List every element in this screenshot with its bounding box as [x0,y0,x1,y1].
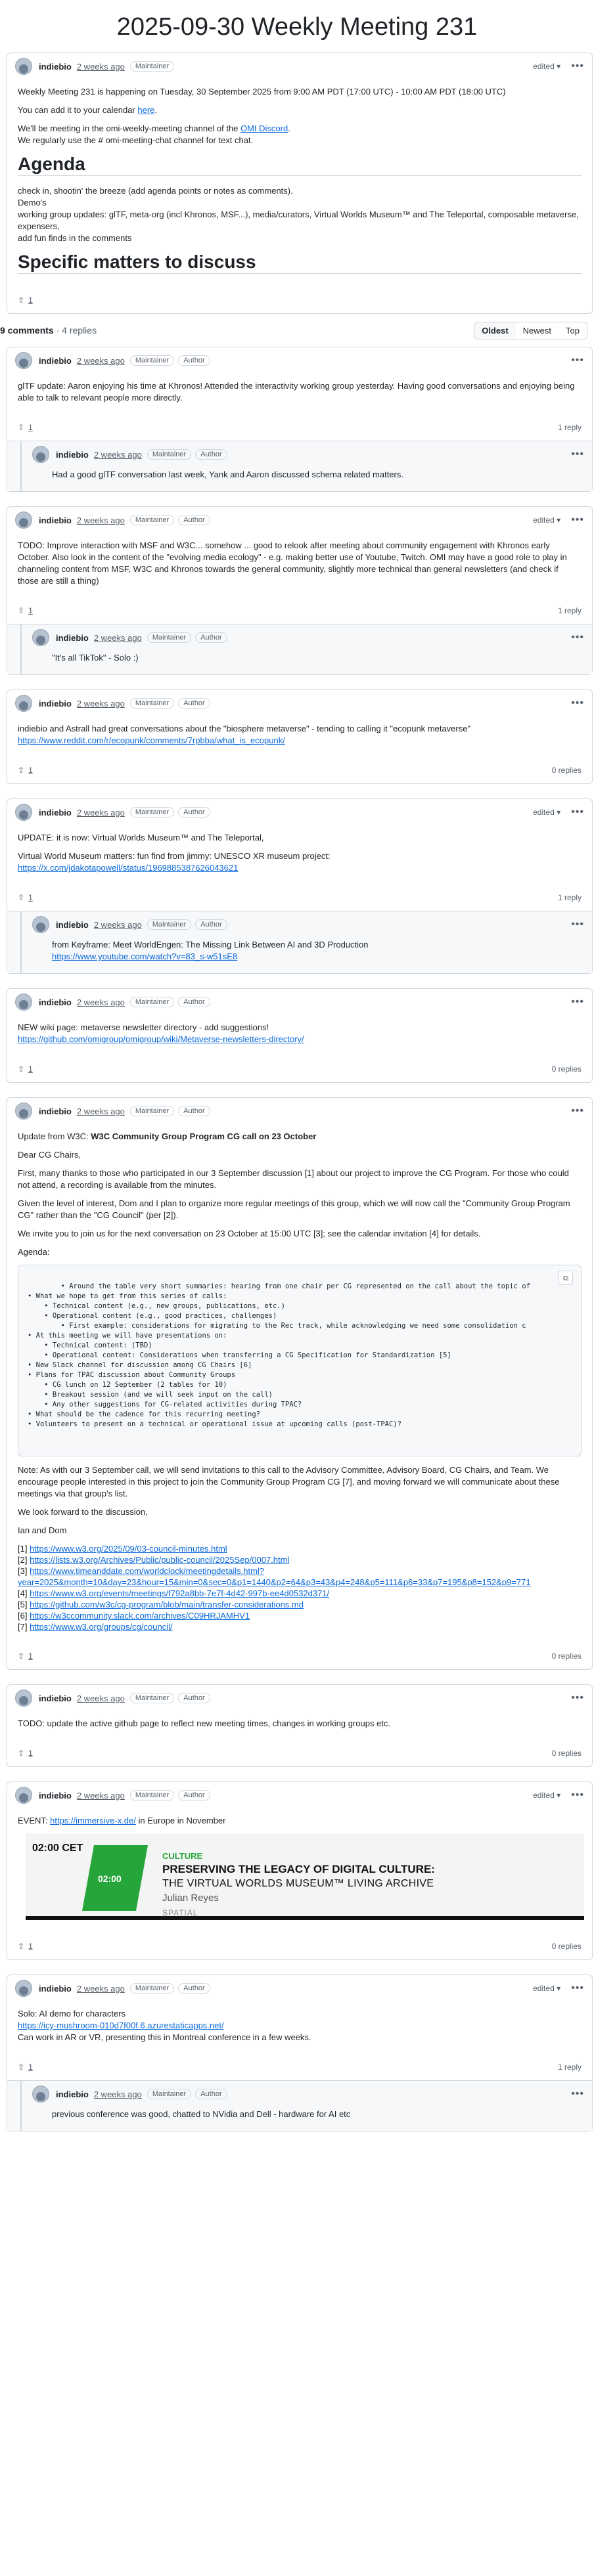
reply-header [24,624,592,651]
comment-header [7,1098,592,1124]
more-options-icon[interactable]: ••• [571,919,584,930]
author-name[interactable]: indiebio [39,698,72,709]
comments-total: 9 comments [0,325,54,336]
comment [7,1097,593,1670]
replies-total: 4 replies [62,325,97,336]
banner-title-line1: PRESERVING THE LEGACY OF DIGITAL CULTURE: [162,1863,435,1875]
author-badge: Author [195,2089,227,2099]
reply [7,911,592,973]
avatar[interactable] [15,1102,32,1120]
comment-body [7,1015,592,1056]
sort-oldest[interactable]: Oldest [474,322,515,339]
avatar[interactable] [15,1787,32,1804]
comment-body [7,1711,592,1740]
comment-body [7,1124,592,1643]
reply-count[interactable]: 0 replies [551,766,582,775]
author-badge: Author [178,698,210,709]
comment-footer [7,884,592,911]
avatar[interactable] [15,804,32,821]
unesco-link[interactable]: https://x.com/jdakotapowell/status/1969885387626043621 [18,863,239,873]
maintainer-badge: Maintainer [130,698,174,709]
text: . [288,123,290,133]
up-arrow-icon: ⇧ [18,1651,25,1661]
reply-text: "It's all TikTok" - Solo :) [52,653,139,663]
caret-down-icon: ▾ [557,515,561,525]
comment-text: EVENT: [18,1816,51,1825]
reply-header [24,441,592,468]
comment-text: TODO: Improve interaction with MSF and W3C... somehow ... good to relook after meeting about community engagement with Khronos early October. Also look in the content of the "evolving media ecology" - e.g. making better use of Youtube, Twitch. OMI may have a good role to play in channeling content from MSF, W3C and Khronos towards the general community, slightly more technical than general newsletters (and check if those are still a thing) [18,540,567,586]
reply-text: Had a good glTF conversation last week, Yank and Aaron discussed schema related matters. [52,469,403,479]
comment-header [7,989,592,1015]
timestamp[interactable]: 2 weeks ago [76,997,125,1007]
comment-footer [7,414,592,441]
edited-dropdown[interactable] [533,62,560,71]
more-options-icon[interactable]: ••• [571,996,584,1007]
comment-footer [7,1933,592,1959]
more-options-icon[interactable]: ••• [571,1105,584,1116]
maintainer-badge: Maintainer [130,61,174,72]
maintainer-badge: Maintainer [130,515,174,525]
comment-text: Can work in AR or VR, presenting this in Montreal conference in a few weeks. [18,2032,311,2042]
vote-count: 1 [28,1651,33,1661]
vote-count: 1 [28,1064,33,1074]
comment-header [7,799,592,825]
author-badge: Author [178,1790,210,1801]
upvote-button[interactable] [18,295,33,305]
upvote-button[interactable] [18,606,33,615]
maintainer-badge: Maintainer [147,632,191,643]
upvote-button[interactable] [18,766,33,775]
upvote-button[interactable] [18,2063,33,2072]
comment-body [7,825,592,884]
author-badge: Author [178,1983,210,1994]
comment-heading: W3C Community Group Program CG call on 23 October [91,1131,317,1141]
up-arrow-icon: ⇧ [18,606,25,615]
vote-count: 1 [28,423,33,432]
vote-count: 1 [28,893,33,902]
reply [7,2080,592,2131]
upvote-button[interactable] [18,1749,33,1758]
reference-item [18,1543,582,1554]
reference-item [18,1599,582,1610]
author-badge: Author [195,449,227,460]
edited-label: edited [533,808,555,817]
upvote-button[interactable] [18,1651,33,1661]
comment-footer [7,598,592,624]
timestamp[interactable]: 2 weeks ago [93,2089,142,2099]
reply-count[interactable]: 1 reply [557,893,582,902]
agenda-heading: Agenda [18,158,582,176]
author-badge: Author [178,1693,210,1703]
original-post [7,53,593,314]
comment-footer [7,1643,592,1669]
comment-header [7,690,592,716]
reply [7,624,592,674]
author-badge: Author [178,1106,210,1116]
maintainer-badge: Maintainer [147,449,191,460]
discord-link[interactable]: OMI Discord [240,123,288,133]
ref-link[interactable]: https://www.w3.org/groups/cg/council/ [30,1622,173,1632]
post-footer [7,287,592,313]
comment [7,988,593,1083]
comment-text: Agenda: [18,1247,50,1257]
caret-down-icon: ▾ [557,1984,561,1993]
maintainer-badge: Maintainer [130,1790,174,1801]
calendar-link[interactable]: here [137,105,155,115]
timestamp[interactable]: 2 weeks ago [76,1106,125,1116]
timestamp[interactable]: 2 weeks ago [76,698,125,709]
timestamp[interactable]: 2 weeks ago [93,919,142,930]
avatar[interactable] [15,512,32,529]
maintainer-badge: Maintainer [130,1693,174,1703]
banner-green-time: 02:00 [98,1873,122,1884]
more-options-icon[interactable]: ••• [571,1982,584,1994]
event-banner-image[interactable] [26,1833,584,1920]
comment [7,1684,593,1767]
text: . [154,105,158,115]
comment [7,506,593,675]
maintainer-badge: Maintainer [130,1106,174,1116]
code-text: • Around the table very short summaries: hearing from one chair per CG represented on the call about the topic of • What we hope to get from this series of calls: • Technical content (e.g., new groups, publications, etc.) • Operational content (e.g., good practices, challenges) • First example: considerations for migrating to the Rec track, while acknowledging we need some consolidation c • At this meeting we will have presentations on: • Technical content: (TBD) • Operational content: Considerations when transferring a CG Specification for Standardization [5] • New Slack channel for discussion among CG Chairs [6] • Plans for TPAC discussion about Community Groups • CG lunch on 12 September (2 tables for 10) • Breakout session (and we will seek input on the call) • Any other suggestions for CG-related activities during TPAC? • What should be the cadence for this recurring meeting? • Volunteers to present on a technical or operational issue at upcoming calls (post-TPAC)? [28,1282,530,1428]
comment-footer [7,1056,592,1082]
author-name[interactable]: indiebio [56,632,89,643]
more-options-icon[interactable]: ••• [571,1789,584,1801]
reply-count[interactable]: 0 replies [551,1749,582,1758]
comment-header [7,507,592,533]
ref-link[interactable]: https://github.com/w3c/cg-program/blob/main/transfer-considerations.md [30,1600,304,1609]
comment-footer [7,2054,592,2080]
reply-count[interactable]: 0 replies [551,1064,582,1074]
reply-header [24,2081,592,2107]
comment-body [7,374,592,414]
author-name[interactable]: indiebio [39,1790,72,1801]
up-arrow-icon: ⇧ [18,893,25,902]
comment-text: Virtual World Museum matters: fun find from jimmy: UNESCO XR museum project: [18,851,331,861]
ref-number: [3] [18,1566,30,1576]
page-title: 2025-09-30 Weekly Meeting 231 [116,13,478,41]
author-name[interactable]: indiebio [39,1106,72,1116]
agenda-list [18,185,582,244]
maintainer-badge: Maintainer [147,919,191,930]
author-badge: Author [178,515,210,525]
upvote-button[interactable] [18,1064,33,1074]
comment-text: indiebio and Astrall had great conversations about the "biosphere metaverse" - tending to calling it "ecopunk metaverse" [18,724,471,733]
timestamp[interactable]: 2 weeks ago [93,449,142,460]
maintainer-badge: Maintainer [130,1983,174,1994]
banner-time: 02:00 CET [32,1843,83,1854]
banner-category: CULTURE [162,1851,203,1861]
reply-count[interactable]: 1 reply [557,606,582,615]
author-name[interactable]: indiebio [39,807,72,818]
comment-footer [7,1740,592,1766]
copy-icon[interactable]: ⧉ [559,1271,573,1285]
reply-count[interactable]: 1 reply [557,423,582,432]
avatar[interactable] [32,916,49,933]
sort-toggle [474,322,587,339]
edited-label: edited [533,1984,555,1993]
sort-top[interactable]: Top [566,325,580,336]
comment-text: UPDATE: it is now: Virtual Worlds Museum™ and The Teleportal, [18,833,264,842]
caret-down-icon: ▾ [557,62,561,71]
agenda-item: add fun finds in the comments [18,233,132,243]
edited-label: edited [533,515,555,525]
author-badge: Author [195,632,227,643]
comment-text: Dear CG Chairs, [18,1150,81,1160]
edited-dropdown[interactable] [533,1791,560,1800]
more-options-icon[interactable]: ••• [571,514,584,525]
timestamp[interactable]: 2 weeks ago [76,807,125,818]
comment-text: glTF update: Aaron enjoying his time at Khronos! Attended the interactivity working group yesterday. Having good conversations and enjoying being able to talk to relevant people more directly. [18,381,575,403]
reply-body [24,2107,592,2131]
reply-count[interactable]: 0 replies [551,1651,582,1661]
comment-header [7,1782,592,1808]
avatar[interactable] [15,58,32,75]
post-paragraph: Weekly Meeting 231 is happening on Tuesday, 30 September 2025 from 9:00 AM PDT (17:00 UTC) - 10:00 AM PDT (18:00 UTC) [18,87,506,97]
ref-number: [1] [18,1544,30,1554]
agenda-item: Demo's [18,198,47,207]
comment-body [7,716,592,757]
author-name[interactable]: indiebio [39,355,72,366]
ref-link[interactable]: https://w3ccommunity.slack.com/archives/C09HRJAMHV1 [30,1611,250,1621]
vote-count: 1 [28,1749,33,1758]
up-arrow-icon: ⇧ [18,1749,25,1758]
comment [7,798,593,974]
post-paragraph [18,104,582,116]
comment-text: TODO: update the active github page to reflect new meeting times, changes in working groups etc. [18,1718,391,1728]
comment [7,347,593,492]
more-options-icon[interactable]: ••• [571,806,584,818]
ref-link[interactable]: https://www.w3.org/2025/09/03-council-minutes.html [30,1544,227,1554]
avatar[interactable] [32,446,49,463]
maintainer-badge: Maintainer [130,997,174,1007]
youtube-link[interactable]: https://www.youtube.com/watch?v=83_s-w51sE8 [52,951,238,961]
comment-text: Solo: AI demo for characters [18,2009,126,2019]
sort-newest[interactable]: Newest [522,325,552,336]
reference-item [18,1588,582,1599]
separator: · [53,325,62,336]
ref-link[interactable]: https://lists.w3.org/Archives/Public/public-council/2025Sep/0007.html [30,1555,290,1565]
up-arrow-icon: ⇧ [18,423,25,432]
post-header [7,53,592,79]
up-arrow-icon: ⇧ [18,766,25,775]
ref-number: [4] [18,1588,30,1598]
author-name[interactable]: indiebio [39,1983,72,1994]
reply-body [24,651,592,674]
text: We regularly use the # omi-meeting-chat channel for text chat. [18,135,254,145]
reply [7,441,592,491]
vote-count: 1 [28,1942,33,1951]
post-paragraph [18,123,582,146]
author-badge: Author [178,997,210,1007]
comment [7,1975,593,2131]
more-options-icon[interactable]: ••• [571,355,584,366]
reply-count[interactable]: 1 reply [557,2063,582,2072]
agenda-item: check in, shootin' the breeze (add agenda points or notes as comments). [18,186,293,196]
reference-item [18,1565,582,1577]
timestamp[interactable]: 2 weeks ago [76,1790,125,1801]
author-name[interactable]: indiebio [39,515,72,525]
ref-link[interactable]: https://www.timeanddate.com/worldclock/meetingdetails.html? [30,1566,265,1576]
more-options-icon[interactable]: ••• [571,448,584,460]
author-name[interactable]: indiebio [39,61,72,72]
more-options-icon[interactable]: ••• [571,60,584,72]
banner-title-line2: THE VIRTUAL WORLDS MUSEUM™ LIVING ARCHIVE [162,1878,434,1889]
reference-item [18,1621,582,1632]
comment-text: We look forward to the discussion, [18,1507,148,1517]
edited-dropdown[interactable] [533,808,560,817]
reply-body [24,468,592,491]
vote-count: 1 [28,766,33,775]
comments-bar [0,314,594,347]
comment [7,1781,593,1960]
avatar[interactable] [15,993,32,1011]
author-badge: Author [178,355,210,366]
code-block [18,1265,582,1456]
edited-dropdown[interactable] [533,515,560,525]
up-arrow-icon: ⇧ [18,295,25,305]
avatar[interactable] [15,352,32,369]
vote-count: 1 [28,295,33,305]
more-options-icon[interactable]: ••• [571,2088,584,2099]
timestamp[interactable]: 2 weeks ago [76,1983,125,1994]
upvote-button[interactable] [18,423,33,432]
author-name[interactable]: indiebio [56,919,89,930]
timestamp[interactable]: 2 weeks ago [76,355,125,366]
vote-count: 1 [28,606,33,615]
reference-item [18,1577,582,1588]
maintainer-badge: Maintainer [130,355,174,366]
ref-link[interactable]: year=2025&month=10&day=23&hour=15&min=0&sec=0&p1=1440&p2=64&p3=43&p4=248&p5=111&p6=33&p7=195&p8=152&p9=771 [18,1577,531,1587]
text: We'll be meeting in the omi-weekly-meeting channel of the [18,123,240,133]
upvote-button[interactable] [18,1942,33,1951]
demo-link[interactable]: https://icy-mushroom-010d7f00f.6.azurestaticapps.net/ [18,2020,224,2030]
comment-body [7,1808,592,1933]
author-name[interactable]: indiebio [56,2089,89,2099]
comment-text: We invite you to join us for the next conversation on 23 October at 15:00 UTC [3]; see the calendar invitation [4] for details. [18,1229,481,1238]
comment-text: in Europe in November [135,1816,226,1825]
author-name[interactable]: indiebio [56,449,89,460]
comment-text: NEW wiki page: metaverse newsletter directory - add suggestions! [18,1022,269,1032]
specific-matters-heading: Specific matters to discuss [18,256,582,274]
ecopunk-link[interactable]: https://www.reddit.com/r/ecopunk/comments/7rpbba/what_is_ecopunk/ [18,735,285,745]
reply-body [24,938,592,973]
author-badge: Author [195,919,227,930]
event-link[interactable]: https://immersive-x.de/ [50,1816,136,1825]
more-options-icon[interactable]: ••• [571,697,584,709]
comment-footer [7,757,592,783]
reply-count[interactable]: 0 replies [551,1942,582,1951]
text: You can add it to your calendar [18,105,138,115]
ref-link[interactable]: https://www.w3.org/events/meetings/f792a8bb-7e7f-4d42-997b-ee4d0532d371/ [30,1588,330,1598]
author-badge: Author [178,807,210,818]
reply-header [24,911,592,938]
avatar[interactable] [15,695,32,712]
reply-text: previous conference was good, chatted to NVidia and Dell - hardware for AI etc [52,2109,351,2119]
reply-text: from Keyframe: Meet WorldEngen: The Missing Link Between AI and 3D Production [52,940,369,950]
up-arrow-icon: ⇧ [18,2063,25,2072]
banner-venue: SPATIAL [162,1908,198,1917]
comment-body [7,533,592,598]
comment-header [7,1975,592,2001]
post-body [7,79,592,287]
comment-text: First, many thanks to those who participated in our 3 September discussion [1] about our project to improve the CG Program. For those who could not attend, a recording is available from the minutes. [18,1168,569,1190]
edited-label: edited [533,62,555,71]
edited-dropdown[interactable] [533,1984,560,1993]
maintainer-badge: Maintainer [147,2089,191,2099]
upvote-button[interactable] [18,893,33,902]
ref-number: [7] [18,1622,30,1632]
banner-speaker: Julian Reyes [162,1892,219,1904]
reference-item [18,1554,582,1565]
comment [7,689,593,784]
timestamp[interactable]: 2 weeks ago [76,61,125,72]
ref-number: [5] [18,1600,30,1609]
ref-number: [2] [18,1555,30,1565]
more-options-icon[interactable]: ••• [571,632,584,643]
comment-count [0,325,97,336]
caret-down-icon: ▾ [557,1791,561,1800]
edited-label: edited [533,1791,555,1800]
timestamp[interactable]: 2 weeks ago [76,1693,125,1703]
vote-count: 1 [28,2063,33,2072]
more-options-icon[interactable]: ••• [571,1692,584,1703]
avatar[interactable] [15,1690,32,1707]
ref-number: [6] [18,1611,30,1621]
comment-text: Ian and Dom [18,1525,67,1535]
comment-header [7,1685,592,1711]
avatar[interactable] [32,629,49,646]
comment-text: Note: As with our 3 September call, we will send invitations to this call to the Advisory Committee, Advisory Board, CG Chairs, and Team. We encourage people interested in this project to join the Community Group Program CG [7], and moving forward we will communicate about these meetings via that group's list. [18,1465,560,1498]
comment-header [7,347,592,374]
up-arrow-icon: ⇧ [18,1064,25,1074]
reference-list [18,1543,582,1632]
comment-body [7,2001,592,2054]
comment-text: Update from W3C: [18,1131,91,1141]
maintainer-badge: Maintainer [130,807,174,818]
avatar[interactable] [15,1980,32,1997]
timestamp[interactable]: 2 weeks ago [93,632,142,643]
caret-down-icon: ▾ [557,808,561,817]
reference-item [18,1610,582,1621]
avatar[interactable] [32,2085,49,2103]
wiki-link[interactable]: https://github.com/omigroup/omigroup/wiki/Metaverse-newsletters-directory/ [18,1034,304,1044]
comment-text: Given the level of interest, Dom and I plan to organize more regular meetings of this group, which we will now call the "Community Group Program CG" rather than the "CG Council" (per [2]). [18,1198,570,1220]
up-arrow-icon: ⇧ [18,1942,25,1951]
agenda-item: working group updates: glTF, meta-org (incl Khronos, MSF...), media/curators, Virtual Worlds Museum™ and The Teleportal, composable metaverse, expensers, [18,209,579,231]
author-name[interactable]: indiebio [39,997,72,1007]
author-name[interactable]: indiebio [39,1693,72,1703]
timestamp[interactable]: 2 weeks ago [76,515,125,525]
